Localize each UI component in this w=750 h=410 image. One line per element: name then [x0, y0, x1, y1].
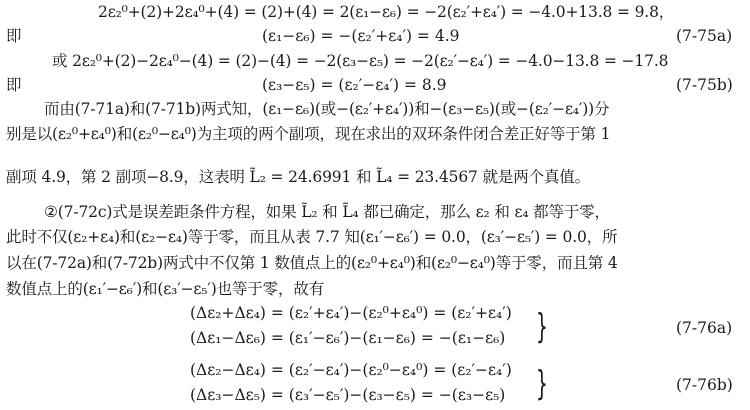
- paragraph-1-line-3: 副项 4.9，第 2 副项−8.9，这表明 L̃₂ = 24.6991 和 L̃₄ = 23.4567 就是两个真值。: [6, 168, 590, 186]
- paragraph-2-line-1: ②(7-72c)式是误差距条件方程，如果 L̃₂ 和 L̃₄ 都已确定，那么 ε₂ 和 ε₄ 都等于零，: [44, 203, 610, 221]
- paragraph-2-line-2: 此时不仅(ε₂+ε₄)和(ε₂−ε₄)等于零，而且从表 7.7 知(ε₁′−ε₆′) = 0.0，(ε₃′−ε₅′) = 0.0，所: [6, 228, 618, 246]
- paragraph-2-line-4: 数值点上的(ε₁′−ε₆′)和(ε₃′−ε₅′)也等于零，故有: [6, 280, 325, 298]
- equation-7-76a-row-2: (Δε₁−Δε₆) = (ε₁′−ε₆′)−(ε₁−ε₆) = −(ε₁−ε₆): [190, 329, 506, 347]
- equation-7-75a: (ε₁−ε₆) = −(ε₂′+ε₄′) = 4.9: [262, 27, 460, 45]
- equation-7-76b-row-2: (Δε₃−Δε₅) = (ε₃′−ε₅′)−(ε₃−ε₅) = −(ε₃−ε₅): [190, 386, 506, 404]
- equation-top: 2ε₂⁰+(2)+2ε₄⁰+(4) = (2)+(4) = 2(ε₁−ε₆) = −2(ε₂′+ε₄′) = −4.0+13.8 = 9.8，: [98, 3, 675, 21]
- label-ji-1: 即: [6, 27, 22, 45]
- equation-7-75b: (ε₃−ε₅) = (ε₂′−ε₄′) = 8.9: [262, 76, 447, 94]
- paragraph-2-line-3: 以在(7-72a)和(7-72b)两式中不仅第 1 数值点上的(ε₂⁰+ε₄⁰)和(ε₂⁰−ε₄⁰)等于零，而且第 4: [6, 254, 618, 272]
- brace-7-76a: }: [536, 307, 548, 347]
- label-ji-2: 即: [6, 76, 22, 94]
- equation-number-7-76a: (7-76a): [676, 319, 733, 337]
- paragraph-1-line-1: 而由(7-71a)和(7-71b)两式知，(ε₁−ε₆)(或−(ε₂′+ε₄′))和−(ε₃−ε₅)(或−(ε₂′−ε₄′))分: [44, 100, 610, 118]
- equation-number-7-75b: (7-75b): [676, 76, 733, 94]
- brace-7-76b: }: [536, 364, 548, 404]
- equation-or: 或 2ε₂⁰+(2)−2ε₄⁰−(4) = (2)−(4) = −2(ε₃−ε₅) = −2(ε₂′−ε₄′) = −4.0−13.8 = −17.8: [52, 52, 669, 70]
- equation-number-7-76b: (7-76b): [676, 376, 733, 394]
- paragraph-1-line-2: 别是以(ε₂⁰+ε₄⁰)和(ε₂⁰−ε₄⁰)为主项的两个副项，现在求出的双环条件闭合差正好等于第 1: [6, 125, 611, 143]
- equation-7-76b-row-1: (Δε₂−Δε₄) = (ε₂′−ε₄′)−(ε₂⁰−ε₄⁰) = (ε₂′−ε₄′): [190, 361, 512, 379]
- equation-7-76a-row-1: (Δε₂+Δε₄) = (ε₂′+ε₄′)−(ε₂⁰+ε₄⁰) = (ε₂′+ε₄′): [190, 304, 512, 322]
- equation-number-7-75a: (7-75a): [676, 27, 733, 45]
